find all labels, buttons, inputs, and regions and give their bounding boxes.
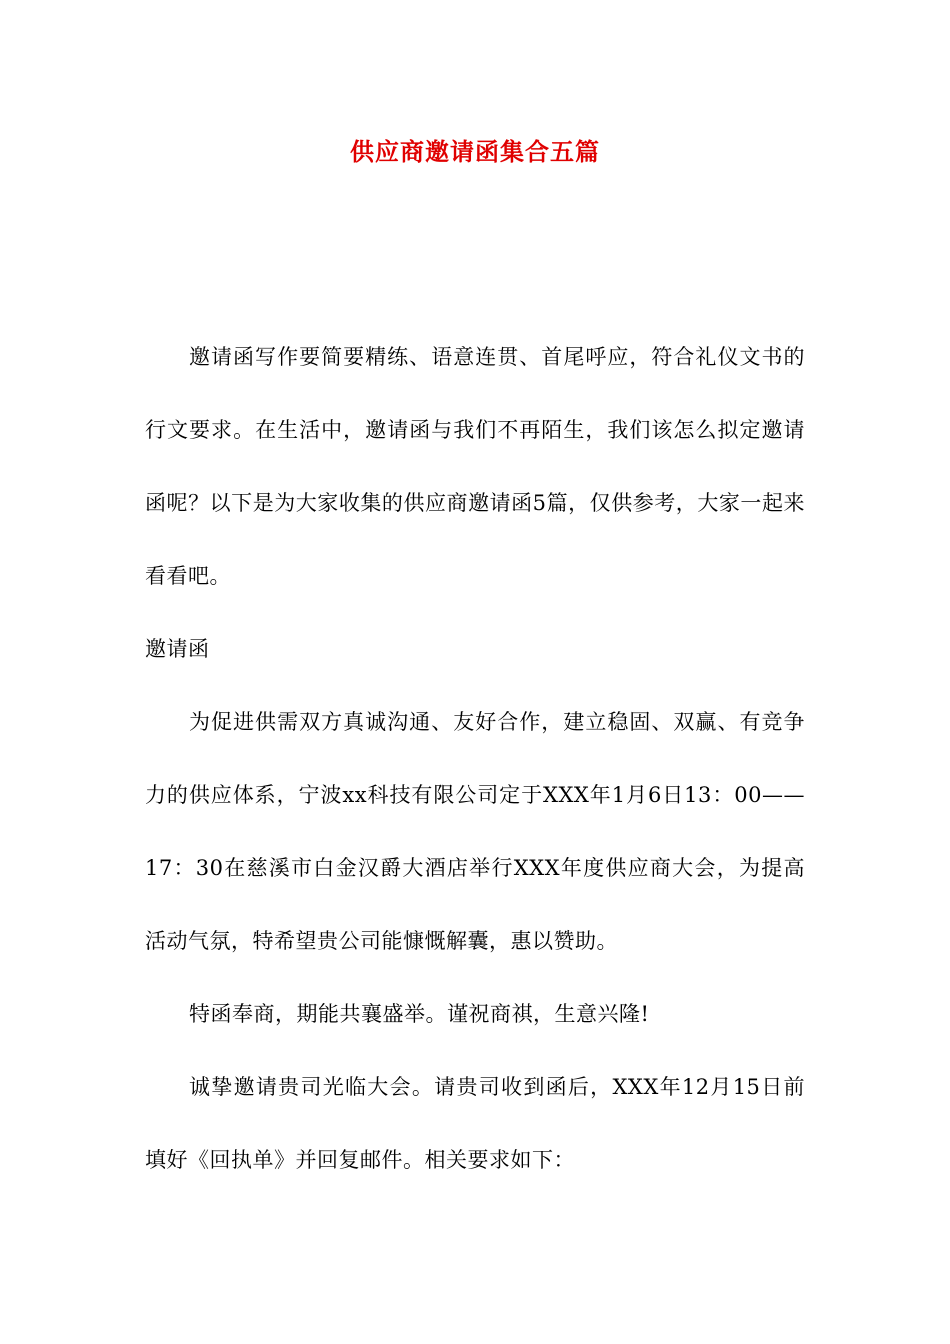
intro-paragraph: 邀请函写作要简要精练、语意连贯、首尾呼应，符合礼仪文书的行文要求。在生活中，邀请函与我们不再陌生，我们该怎么拟定邀请函呢？以下是为大家收集的供应商邀请函5篇，仅供参考，大家一起来看看吧。 [145, 345, 805, 588]
document-title: 供应商邀请函集合五篇 [350, 137, 600, 166]
closing-paragraph: 特函奉商，期能共襄盛举。谨祝商祺，生意兴隆! [189, 1002, 650, 1026]
section-heading: 邀请函 [145, 637, 210, 661]
invitation-paragraph: 为促进供需双方真诚沟通、友好合作，建立稳固、双赢、有竞争力的供应体系，宁波xx科技有限公司定于XXX年1月6日13：00——17：30在慈溪市白金汉爵大酒店举行XXX年度供应商大会，为提高活动气氛，特希望贵公司能慷慨解囊，惠以赞助。 [145, 710, 805, 953]
request-paragraph: 诚挚邀请贵司光临大会。请贵司收到函后，XXX年12月15日前填好《回执单》并回复邮件。相关要求如下： [145, 1075, 805, 1172]
document-body [145, 321, 805, 1197]
